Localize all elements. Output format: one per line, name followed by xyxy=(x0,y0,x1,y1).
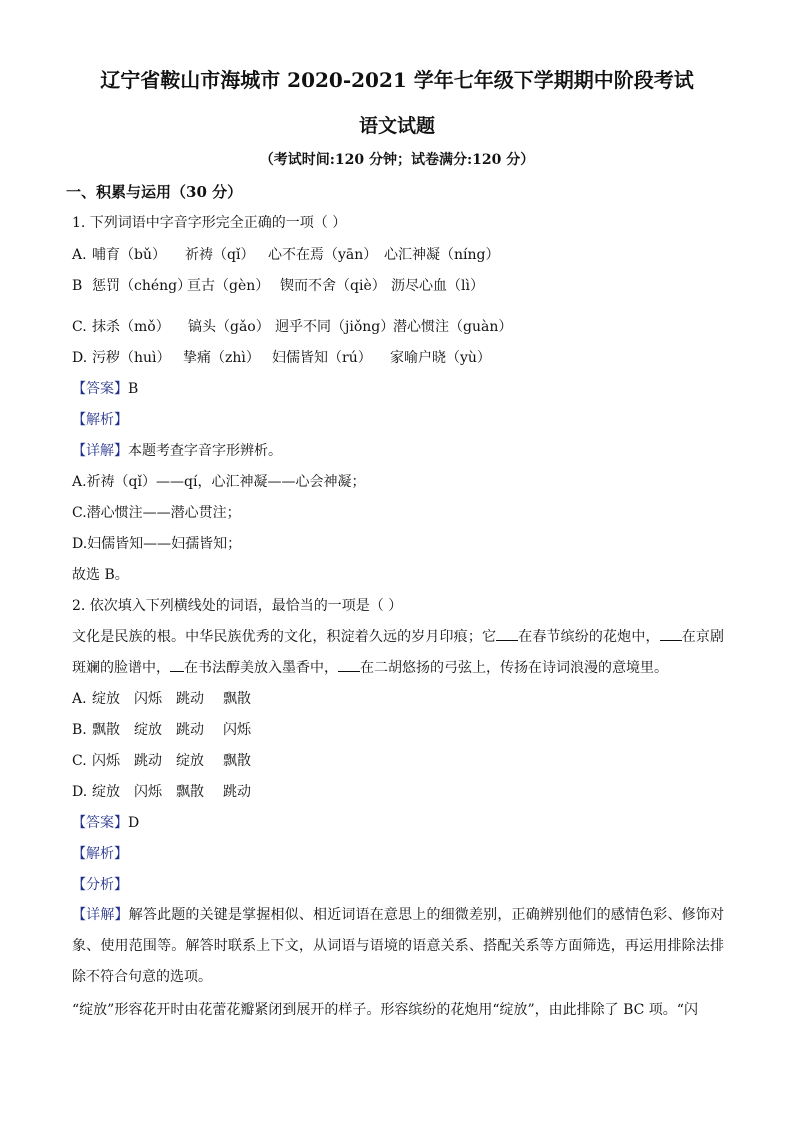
option-item: 沥尽心血（lì） xyxy=(391,278,484,294)
option-item: 镐头（gǎo） xyxy=(188,319,270,335)
option-item: 绽放 xyxy=(134,722,162,738)
option-label: A. xyxy=(72,247,87,263)
q1-detail xyxy=(72,441,282,461)
passage-text: 在二胡悠扬的弓弦上，传扬在诗词浪漫的意境里。 xyxy=(360,660,668,676)
q2-last-line: “绽放”形容花开时由花蕾花瓣紧闭到展开的样子。形容缤纷的花炮用“绽放”，由此排除了 BC 项。“闪 xyxy=(72,1002,698,1018)
q2-fenxi-tag: 【分析】 xyxy=(72,877,128,893)
option-item: 绽放 xyxy=(92,784,120,800)
option-item: 惩罚（chéng） xyxy=(92,278,192,294)
fill-blank xyxy=(660,626,682,641)
passage-text: 文化是民族的根。中华民族优秀的文化，积淀着久远的岁月印痕；它 xyxy=(72,629,497,645)
q1-explain-line: D.妇儒皆知——妇孺皆知； xyxy=(72,536,242,552)
q1-explain-line: A.祈祷（qǐ）——qí，心汇神凝——心会神凝； xyxy=(72,474,366,490)
option-item: 哺育（bǔ） xyxy=(92,247,166,263)
option-item: 亘古（gèn） xyxy=(187,278,270,294)
q2-analysis-tag: 【解析】 xyxy=(72,846,128,862)
option-item: 心不在焉（yān） xyxy=(268,247,378,263)
option-label: C. xyxy=(72,319,87,335)
q1-explain-line: C.潜心惯注——潜心贯注； xyxy=(72,505,241,521)
option-item: 心汇神凝（níng） xyxy=(384,247,500,263)
detail-tag: 【详解】 xyxy=(72,907,129,923)
q2-answer xyxy=(72,813,139,833)
q2-detail xyxy=(72,900,724,993)
q2-stem: 2. 依次填入下列横线处的词语，最恰当的一项是（ ） xyxy=(72,598,403,614)
exam-subtitle: 语文试题 xyxy=(358,115,435,137)
q1-answer xyxy=(72,379,138,399)
option-label: B xyxy=(72,278,83,294)
passage-text: 在京剧 xyxy=(681,629,725,645)
answer-value: B xyxy=(128,381,139,397)
q1-stem: 1. 下列词语中字音字形完全正确的一项（ ） xyxy=(72,215,347,231)
option-label: D. xyxy=(72,784,88,800)
option-item: 飘散 xyxy=(92,722,120,738)
exam-title: 辽宁省鞍山市海城市 2020-2021 学年七年级下学期期中阶段考试 xyxy=(100,68,694,92)
q1-explain-line: 故选 B。 xyxy=(72,567,129,583)
option-item: 挚痛（zhì） xyxy=(183,350,260,366)
option-item: 抹杀（mǒ） xyxy=(92,319,170,335)
option-item: 飘散 xyxy=(176,784,204,800)
option-item: 飘散 xyxy=(223,753,251,769)
option-item: 祈祷（qǐ） xyxy=(185,247,255,263)
option-item: 飘散 xyxy=(223,691,251,707)
option-item: 锲而不舍（qiè） xyxy=(280,278,386,294)
detail-text: 本题考查字音字形辨析。 xyxy=(128,443,282,459)
fill-blank xyxy=(170,657,184,672)
option-item: 跳动 xyxy=(134,753,162,769)
option-label: D. xyxy=(72,350,88,366)
option-item: 闪烁 xyxy=(134,691,162,707)
fill-blank xyxy=(338,657,360,672)
answer-value: D xyxy=(128,815,140,831)
option-item: 绽放 xyxy=(176,753,204,769)
option-label: B. xyxy=(72,722,87,738)
option-item: 闪烁 xyxy=(223,722,251,738)
passage-text: 在书法醇美放入墨香中， xyxy=(184,660,338,676)
option-item: 潜心惯注（guàn） xyxy=(393,319,513,335)
passage-text: 斑斓的脸谱中， xyxy=(72,660,170,676)
section-heading: 一、积累与运用（30 分） xyxy=(66,183,243,201)
answer-tag: 【答案】 xyxy=(72,381,128,397)
option-item: 家喻户晓（yù） xyxy=(390,350,491,366)
option-item: 迥乎不同（jiǒng） xyxy=(275,319,395,335)
option-item: 跳动 xyxy=(223,784,251,800)
q2-passage xyxy=(72,622,724,684)
option-item: 跳动 xyxy=(176,691,204,707)
option-item: 妇儒皆知（rú） xyxy=(272,350,372,366)
option-label: C. xyxy=(72,753,87,769)
option-item: 闪烁 xyxy=(92,753,120,769)
passage-text: 在春节缤纷的花炮中， xyxy=(518,629,660,645)
fill-blank xyxy=(496,626,518,641)
option-item: 跳动 xyxy=(176,722,204,738)
option-label: A. xyxy=(72,691,87,707)
exam-info: （考试时间:120 分钟；试卷满分:120 分） xyxy=(259,152,535,168)
answer-tag: 【答案】 xyxy=(72,815,128,831)
option-item: 绽放 xyxy=(92,691,120,707)
option-item: 闪烁 xyxy=(134,784,162,800)
detail-text: 解答此题的关键是掌握相似、相近词语在意思上的细微差别，正确辨别他们的感情色彩、修饰对象、使用范围等。解答时联系上下文，从词语与语境的语意关系、搭配关系等方面筛选，再运用排除法排除不符合句意的选项。 xyxy=(72,907,725,985)
q1-analysis-tag: 【解析】 xyxy=(72,412,128,428)
detail-tag: 【详解】 xyxy=(72,443,128,459)
option-item: 污秽（huì） xyxy=(92,350,171,366)
